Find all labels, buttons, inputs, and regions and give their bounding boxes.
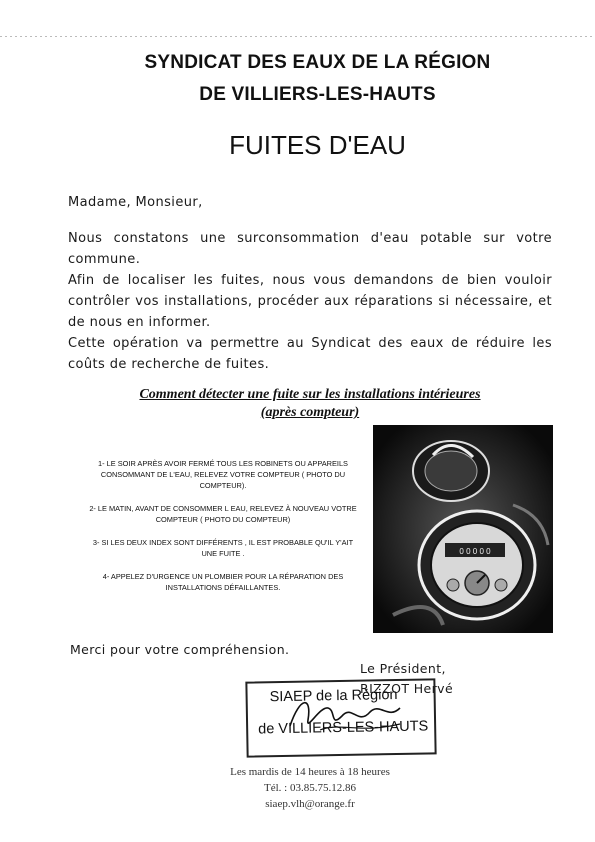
water-meter-photo <box>373 425 553 633</box>
email-address: siaep.vlh@orange.fr <box>265 798 355 810</box>
greeting: Madame, Monsieur, <box>68 195 203 210</box>
paragraph: Afin de localiser les fuites, nous vous demandons de bien vouloir contrôler vos installations, procéder aux réparations si nécessaire, et de nous en informer. <box>68 273 552 330</box>
stamp-line1: SIAEP de la Région <box>269 687 398 706</box>
step-item: 3- SI LES DEUX INDEX SONT DIFFÉRENTS , IL EST PROBABLE QU'IL Y'AIT UNE FUITE . <box>92 538 354 558</box>
handwritten-signature <box>250 686 430 742</box>
how-to-heading-line1: Comment détecter une fuite sur les installations intérieures <box>139 387 481 402</box>
paragraph: Nous constatons une surconsommation d'eau potable sur votre commune. <box>68 231 552 267</box>
step-item: 4- APPELEZ D'URGENCE UN PLOMBIER POUR LA RÉPARATION DES INSTALLATIONS DÉFAILLANTES. <box>102 572 344 592</box>
organization-name-line2: DE VILLIERS-LES-HAUTS <box>199 84 436 105</box>
stamp-line2: de VILLIERS-LES-HAUTS <box>258 718 429 738</box>
office-hours: Les mardis de 14 heures à 18 heures <box>230 766 390 778</box>
how-to-heading <box>100 386 520 422</box>
svg-text:0 0 0 0 0: 0 0 0 0 0 <box>459 547 491 556</box>
step-item: 2- LE MATIN, AVANT DE CONSOMMER L EAU, RELEVEZ À NOUVEAU VOTRE COMPTEUR ( PHOTO DU COMPTEUR) <box>89 504 357 524</box>
paragraph: Cette opération va permettre au Syndicat des eaux de réduire les coûts de recherche de fuites. <box>68 336 552 372</box>
step-item: 1- LE SOIR APRÈS AVOIR FERMÉ TOUS LES ROBINETS OU APPAREILS CONSOMMANT DE L'EAU, RELEVEZ VOTRE COMPTEUR ( PHOTO DU COMPTEUR). <box>98 459 348 490</box>
signatory-title: Le Président, <box>360 661 446 676</box>
signatory-name: RIZZOT Hervé <box>360 681 454 696</box>
thanks-line: Merci pour votre compréhension. <box>70 642 290 657</box>
steps-list <box>88 458 358 605</box>
organization-name-line1: SYNDICAT DES EAUX DE LA RÉGION <box>144 52 491 73</box>
scan-artifact-line <box>0 36 595 37</box>
how-to-heading-line2: (après compteur) <box>260 405 360 420</box>
phone-number: Tél. : 03.85.75.12.86 <box>264 782 356 794</box>
document-title: FUITES D'EAU <box>229 130 406 160</box>
letter-body <box>68 228 552 375</box>
